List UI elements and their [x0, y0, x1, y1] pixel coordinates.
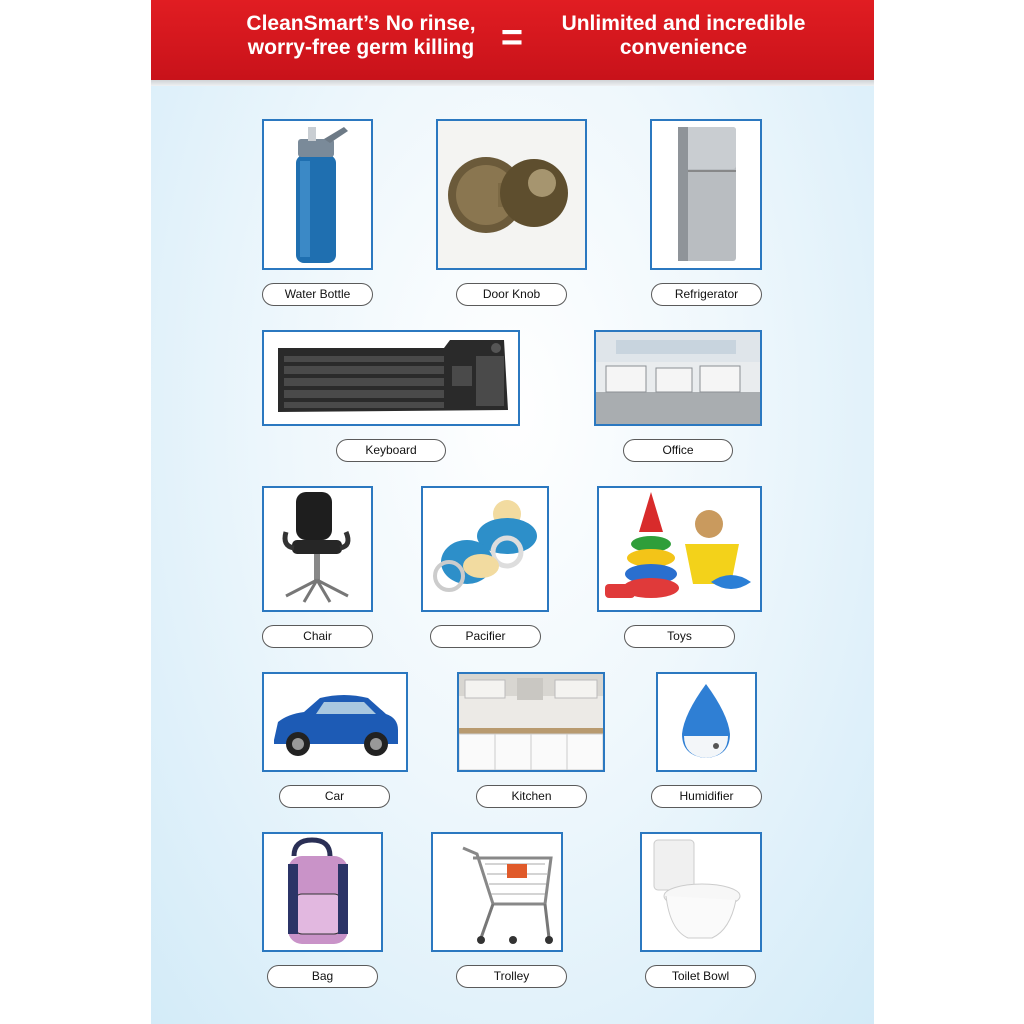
label-bag: Bag: [267, 965, 378, 988]
label-car: Car: [279, 785, 390, 808]
label-pacifier: Pacifier: [430, 625, 541, 648]
humidifier-image: [656, 672, 757, 772]
header-right-text: [546, 12, 821, 60]
water-bottle-image: [262, 119, 373, 270]
header-left-line2: worry-free germ killing: [247, 36, 475, 59]
office-image: [594, 330, 762, 426]
label-water-bottle: Water Bottle: [262, 283, 373, 306]
header-right-line1: Unlimited and incredible: [561, 12, 806, 35]
refrigerator-image: [650, 119, 762, 270]
label-trolley: Trolley: [456, 965, 567, 988]
label-chair: Chair: [262, 625, 373, 648]
label-humidifier: Humidifier: [651, 785, 762, 808]
label-refrigerator: Refrigerator: [651, 283, 762, 306]
keyboard-image: [262, 330, 520, 426]
car-image: [262, 672, 408, 772]
label-keyboard: Keyboard: [336, 439, 446, 462]
label-toilet-bowl: Toilet Bowl: [645, 965, 756, 988]
toys-image: [597, 486, 762, 612]
toilet-bowl-image: [640, 832, 762, 952]
door-knob-image: [436, 119, 587, 270]
header-banner: [151, 0, 874, 80]
banner-divider: [151, 80, 874, 86]
header-left-line1: CleanSmart’s No rinse,: [246, 12, 476, 35]
kitchen-image: [457, 672, 605, 772]
bag-image: [262, 832, 383, 952]
header-right-line2: convenience: [619, 36, 748, 59]
chair-image: [262, 486, 373, 612]
label-door-knob: Door Knob: [456, 283, 567, 306]
header-left-text: [211, 12, 511, 60]
label-office: Office: [623, 439, 733, 462]
label-kitchen: Kitchen: [476, 785, 587, 808]
label-toys: Toys: [624, 625, 735, 648]
equals-sign: =: [500, 17, 524, 59]
poster: [151, 0, 874, 1024]
pacifier-image: [421, 486, 549, 612]
trolley-image: [431, 832, 563, 952]
